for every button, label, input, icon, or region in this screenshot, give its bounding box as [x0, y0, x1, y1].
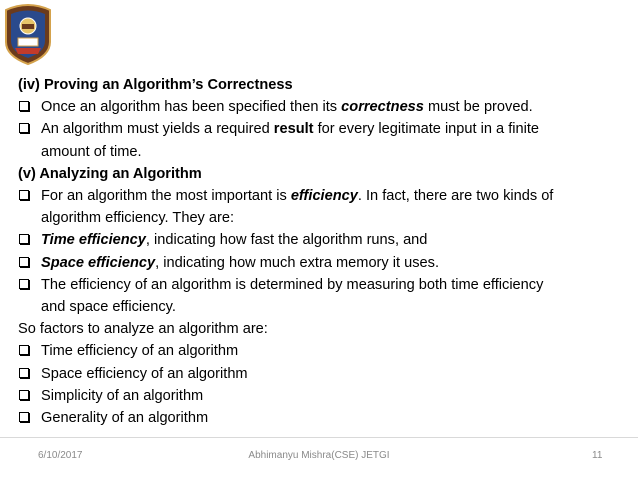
bullet-continuation: and space efficiency. — [41, 299, 176, 316]
checkbox-square-icon — [19, 412, 29, 422]
checkbox-square-icon — [19, 345, 29, 355]
college-crest-logo — [2, 2, 54, 66]
bullet-text: must be proved. — [423, 99, 533, 116]
section-heading: (iv) Proving an Algorithm’s Correctness — [18, 77, 293, 93]
footer-author: Abhimanyu Mishra(CSE) JETGI — [248, 450, 390, 461]
footer-date: 6/10/2017 — [38, 450, 83, 461]
bullet-text: For an algorithm the most important is — [41, 188, 291, 205]
footer-divider — [0, 437, 638, 438]
factor-text: Space efficiency of an algorithm — [41, 365, 248, 382]
bullet-item — [18, 229, 630, 251]
bullet-text: for every legitimate input in a finite — [313, 121, 540, 138]
factor-text: Generality of an algorithm — [41, 410, 209, 427]
factors-intro: So factors to analyze an algorithm are: — [18, 321, 268, 338]
checkbox-square-icon — [19, 257, 29, 267]
checkbox-square-icon — [19, 101, 29, 111]
factor-text: Simplicity of an algorithm — [41, 387, 204, 404]
footer-page-number: 11 — [592, 450, 603, 461]
bullet-text: Once an algorithm has been specified then its — [41, 99, 342, 116]
bullet-emphasis: correctness — [341, 99, 424, 116]
bullet-continuation: algorithm efficiency. They are: — [41, 210, 235, 227]
bullet-item — [18, 96, 630, 118]
bullet-emphasis: efficiency — [290, 188, 358, 205]
bullet-emphasis: Time efficiency — [41, 232, 146, 249]
bullet-continuation: amount of time. — [41, 143, 142, 160]
checkbox-square-icon — [19, 390, 29, 400]
bullet-text: An algorithm must yields a required — [41, 121, 274, 138]
checkbox-square-icon — [19, 368, 29, 378]
checkbox-square-icon — [19, 279, 29, 289]
section-heading: (v) Analyzing an Algorithm — [18, 165, 202, 182]
checkbox-square-icon — [19, 234, 29, 244]
factor-item — [18, 363, 630, 385]
factor-text: Time efficiency of an algorithm — [41, 343, 239, 360]
bullet-text: . In fact, there are two kinds of — [357, 188, 554, 205]
bullet-item — [18, 118, 630, 140]
factor-item — [18, 385, 630, 407]
bullet-item — [18, 252, 630, 274]
bullet-text: The efficiency of an algorithm is determined by measuring both time efficiency — [41, 276, 544, 293]
factor-item — [18, 407, 630, 429]
slide-content — [18, 74, 630, 429]
bullet-item — [18, 185, 630, 207]
bullet-strong: result — [273, 121, 314, 138]
bullet-item — [18, 274, 630, 296]
factor-item — [18, 340, 630, 362]
checkbox-square-icon — [19, 123, 29, 133]
bullet-text: , indicating how much extra memory it uses. — [155, 254, 440, 271]
bullet-emphasis: Space efficiency — [41, 254, 156, 271]
checkbox-square-icon — [19, 190, 29, 200]
bullet-text: , indicating how fast the algorithm runs, and — [145, 232, 428, 249]
